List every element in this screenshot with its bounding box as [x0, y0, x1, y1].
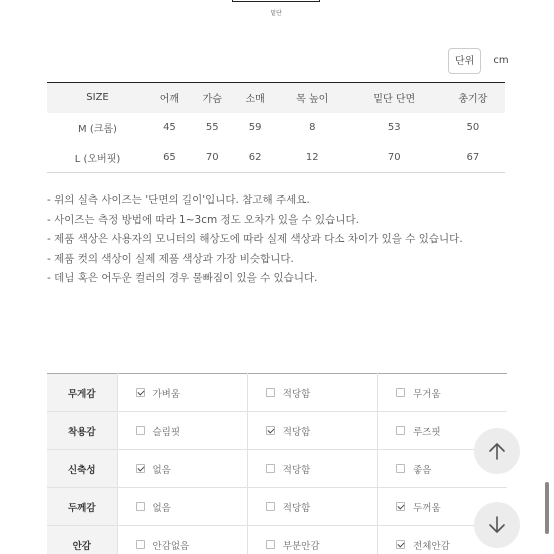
scrollbar-thumb[interactable]: [545, 482, 549, 534]
value-cell: 50: [466, 122, 480, 133]
checkbox-icon[interactable]: [266, 502, 275, 511]
fit-row-label: 신축성: [47, 450, 117, 488]
note-line: - 위의 실측 사이즈는 '단면의 길이'입니다. 참고해 주세요.: [47, 194, 310, 206]
note-line: - 데님 혹은 어두운 컬러의 경우 물빠짐이 있을 수 있습니다.: [47, 272, 318, 284]
arrow-down-icon: [486, 514, 508, 536]
option-label: 적당함: [282, 426, 311, 438]
option-label: 가벼움: [152, 388, 181, 400]
checkbox-icon[interactable]: [266, 540, 275, 549]
image-caption: 밑단: [270, 10, 282, 17]
checkbox-icon[interactable]: [136, 388, 145, 397]
fit-row-label: 착용감: [47, 412, 117, 450]
value-cell: 59: [248, 122, 262, 133]
option-label: 무거움: [413, 388, 441, 400]
header-cell: SIZE: [47, 83, 148, 113]
option-label: 적당함: [282, 502, 311, 514]
table-row: [47, 143, 505, 173]
size-notes: [47, 191, 463, 289]
option-label: 슬림핏: [152, 426, 181, 438]
value-cell: 55: [205, 122, 219, 133]
unit-cm[interactable]: cm: [493, 55, 509, 66]
fit-option[interactable]: [117, 488, 247, 526]
fit-option[interactable]: [117, 450, 247, 488]
size-cell: M (크롭): [78, 124, 117, 135]
fit-option[interactable]: [117, 526, 247, 554]
checkbox-icon[interactable]: [396, 388, 405, 397]
header-cell: 소매: [234, 83, 277, 113]
fit-option[interactable]: [247, 526, 377, 554]
fit-option[interactable]: [247, 412, 377, 450]
scroll-down-button[interactable]: [474, 502, 520, 548]
fit-row-label: 무게감: [47, 374, 117, 412]
fit-option[interactable]: [117, 374, 247, 412]
fit-info-table: [47, 373, 507, 554]
checkbox-icon[interactable]: [266, 388, 275, 397]
checkbox-icon[interactable]: [396, 502, 405, 511]
fit-option[interactable]: [378, 374, 507, 412]
checkbox-icon[interactable]: [136, 540, 145, 549]
option-label: 적당함: [282, 388, 311, 400]
header-cell: 목 높이: [277, 83, 348, 113]
value-cell: 45: [163, 122, 176, 133]
fit-option[interactable]: [117, 412, 247, 450]
checkbox-icon[interactable]: [266, 464, 275, 473]
option-label: 전체안감: [413, 540, 450, 552]
unit-label-button[interactable]: 단위: [448, 48, 481, 74]
checkbox-icon[interactable]: [136, 502, 145, 511]
header-cell: 가슴: [191, 83, 234, 113]
option-label: 두꺼움: [413, 502, 441, 514]
unit-toggle: [448, 48, 515, 74]
option-label: 좋음: [413, 464, 432, 476]
value-cell: 8: [309, 122, 316, 133]
option-label: 안감없음: [152, 540, 190, 552]
value-cell: 12: [277, 143, 348, 173]
scroll-up-button[interactable]: [474, 428, 520, 474]
table-row: [47, 113, 505, 143]
option-label: 없음: [152, 464, 171, 476]
option-label: 없음: [152, 502, 171, 514]
fit-row: [47, 450, 507, 488]
fit-row: [47, 488, 507, 526]
checkbox-icon[interactable]: [266, 426, 275, 435]
note-line: - 제품 컷의 색상이 실제 제품 색상과 가장 비슷합니다.: [47, 252, 294, 265]
fit-row: [47, 374, 507, 412]
value-cell: 70: [191, 143, 234, 173]
value-cell: 53: [387, 122, 401, 133]
checkbox-icon[interactable]: [136, 464, 145, 473]
checkbox-icon[interactable]: [396, 426, 405, 435]
fit-row: [47, 412, 507, 450]
option-label: 부분안감: [282, 540, 320, 552]
fit-row-label: 안감: [47, 526, 117, 554]
size-chart-header-row: [47, 83, 505, 113]
fit-row: [47, 526, 507, 554]
option-label: 적당함: [282, 464, 311, 476]
header-cell: 총기장: [441, 83, 505, 113]
checkbox-icon[interactable]: [396, 464, 405, 473]
fit-row-label: 두께감: [47, 488, 117, 526]
header-cell: 어깨: [148, 83, 191, 113]
fit-option[interactable]: [247, 374, 377, 412]
checkbox-icon[interactable]: [136, 426, 145, 435]
value-cell: 70: [348, 143, 441, 173]
size-chart-table: [47, 82, 505, 173]
option-label: 루즈핏: [413, 426, 441, 438]
product-image-frame: [232, 0, 320, 2]
note-line: - 제품 색상은 사용자의 모니터의 해상도에 따라 실제 색상과 다소 차이가 있을 수 있습니다.: [47, 233, 463, 245]
value-cell: 65: [148, 143, 191, 173]
size-cell: L (오버핏): [47, 143, 148, 173]
header-cell: 밑단 단면: [348, 83, 441, 113]
note-line: - 사이즈는 측정 방법에 따라 1~3cm 정도 오차가 있을 수 있습니다.: [47, 213, 359, 226]
value-cell: 67: [441, 143, 505, 173]
fit-option[interactable]: [247, 450, 377, 488]
arrow-up-icon: [486, 440, 508, 462]
checkbox-icon[interactable]: [396, 540, 405, 549]
fit-option[interactable]: [247, 488, 377, 526]
value-cell: 62: [234, 143, 277, 173]
